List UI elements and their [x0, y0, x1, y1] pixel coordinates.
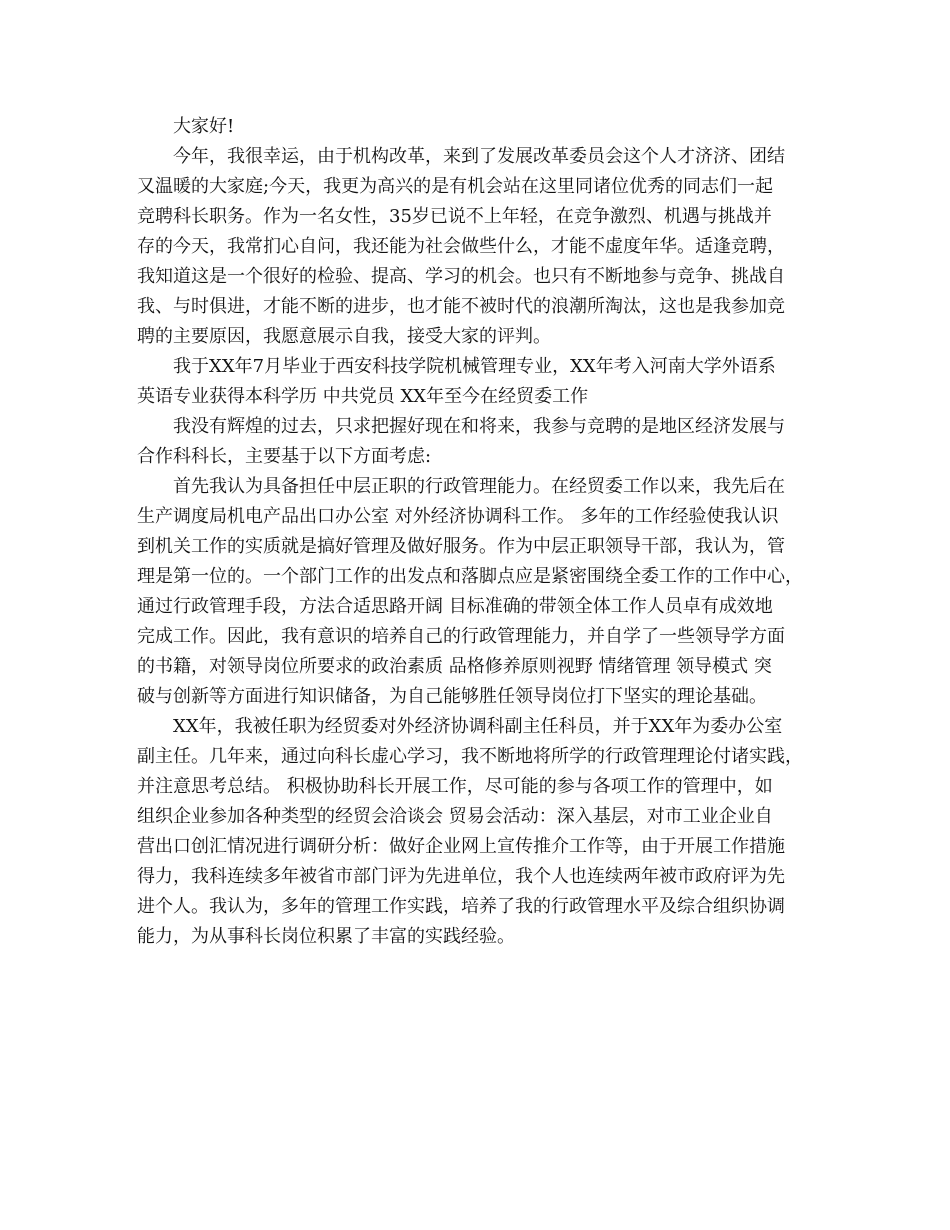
- text-line: 又温暖的大家庭;今天，我更为高兴的是有机会站在这里同诸位优秀的同志们一起: [137, 176, 774, 197]
- greeting-line: 大家好!: [173, 116, 235, 137]
- text-line: 生产调度局机电产品出口办公室 对外经济协调科工作。 多年的工作经验使我认识: [137, 506, 779, 527]
- text-line: 聘的主要原因，我愿意展示自我，接受大家的评判。: [137, 326, 551, 347]
- speech-text: [137, 112, 827, 952]
- text-line: 能力，为从事科长岗位积累了丰富的实践经验。: [137, 926, 515, 947]
- text-line: 今年，我很幸运，由于机构改革，来到了发展改革委员会这个人才济济、团结: [173, 146, 785, 167]
- text-line: 我、与时俱进，才能不断的进步，也才能不被时代的浪潮所淘汰，这也是我参加竞: [137, 296, 785, 317]
- text-line: 竞聘科长职务。作为一名女性，35岁已说不上年轻，在竞争激烈、机遇与挑战并: [137, 206, 772, 227]
- text-line: 完成工作。因此，我有意识的培养自己的行政管理能力，并自学了一些领导学方面: [137, 626, 785, 647]
- text-line: 得力，我科连续多年被省市部门评为先进单位，我个人也连续两年被市政府评为先: [137, 866, 785, 887]
- text-line: 首先我认为具备担任中层正职的行政管理能力。在经贸委工作以来，我先后在: [173, 476, 785, 497]
- text-line: 英语专业获得本科学历 中共党员 XX年至今在经贸委工作: [137, 386, 589, 407]
- text-line: 破与创新等方面进行知识储备，为自己能够胜任领导岗位打下坚实的理论基础。: [137, 686, 767, 707]
- text-line: XX年，我被任职为经贸委对外经济协调科副主任科员，并于XX年为委办公室: [173, 716, 783, 737]
- text-line: 的书籍，对领导岗位所要求的政治素质 品格修养原则视野 情绪管理 领导模式 突: [137, 656, 772, 677]
- text-line: 副主任。几年来，通过向科长虚心学习，我不断地将所学的行政管理理论付诸实践，: [137, 746, 803, 767]
- text-line: 我于XX年7月毕业于西安科技学院机械管理专业，XX年考入河南大学外语系: [173, 356, 776, 377]
- text-line: 合作科科长，主要基于以下方面考虑:: [137, 446, 432, 467]
- text-line: 并注意思考总结。 积极协助科长开展工作，尽可能的参与各项工作的管理中，如: [137, 776, 773, 797]
- text-line: 组织企业参加各种类型的经贸会洽谈会 贸易会活动：深入基层，对市工业企业自: [137, 806, 773, 827]
- text-line: 我知道这是一个很好的检验、提高、学习的机会。也只有不断地参与竞争、挑战自: [137, 266, 785, 287]
- text-line: 通过行政管理手段，方法合适思路开阔 目标准确的带领全体工作人员卓有成效地: [137, 596, 773, 617]
- text-line: 进个人。我认为，多年的管理工作实践，培养了我的行政管理水平及综合组织协调: [137, 896, 785, 917]
- text-line: 存的今天，我常扪心自问，我还能为社会做些什么，才能不虚度年华。适逢竞聘，: [137, 236, 785, 257]
- text-line: 营出口创汇情况进行调研分析：做好企业网上宣传推介工作等，由于开展工作措施: [137, 836, 785, 857]
- text-line: 我没有辉煌的过去，只求把握好现在和将来，我参与竞聘的是地区经济发展与: [173, 416, 785, 437]
- text-line: 到机关工作的实质就是搞好管理及做好服务。作为中层正职领导干部，我认为，管: [137, 536, 785, 557]
- text-line: 理是第一位的。一个部门工作的出发点和落脚点应是紧密围绕全委工作的工作中心，: [137, 566, 803, 587]
